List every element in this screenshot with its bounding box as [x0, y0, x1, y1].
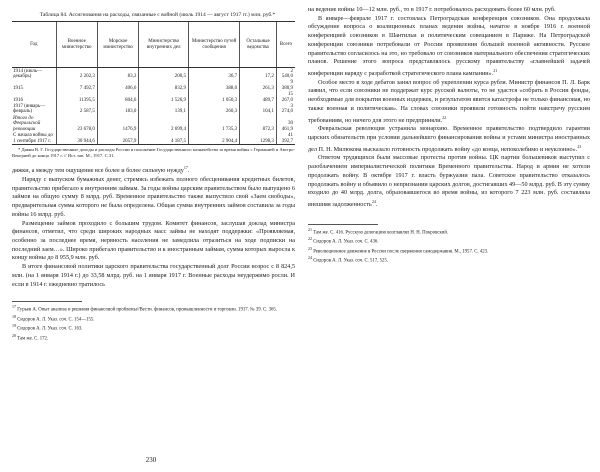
table-cell: 1917 (январь—февраль) — [13, 103, 46, 115]
table-cell: 804,6 — [97, 92, 139, 104]
table-header-cell: Всего — [276, 22, 295, 68]
footnote: $^{19}$ Сидоров А. Л. Указ. соч. С. 163. — [12, 323, 83, 332]
table-cell: 1476,9 — [97, 115, 139, 132]
table-row — [12, 80, 295, 92]
body-paragraph: Наряду с выпуском бумажных денег, стремясь избежать полного обесценивания кредитных билетов, правительство прибегало к внутренним займам. За годы войны царским правительством было выпущено 6 займов на общую сумму 8 млрд. руб. Временное правительство также выпустило свой «Заем свободы», предварительная сумма которого не была определена. Общая сумма внутренних займов составила за годы войны 16 млрд. руб. — [12, 176, 295, 218]
table-cell: 17,2 — [240, 68, 277, 80]
table-cell: 261,3 — [240, 80, 277, 92]
table-header-cell: Остальные ведомства — [240, 22, 277, 68]
footnote-ref: 21 — [493, 67, 498, 73]
table-cell: 2 587,5 — [56, 104, 97, 116]
footnote-divider — [308, 224, 378, 225]
table-cell: 30 461,9 — [276, 115, 295, 132]
table-cell: 200,5 — [139, 68, 189, 80]
table-cell: 1 050,3 — [189, 92, 240, 104]
table-cell: 9 380,9 — [276, 80, 295, 92]
table-cell: 30 944,6 — [56, 133, 97, 145]
table-cell: 83,3 — [97, 68, 139, 80]
table-cell: 2 904,4 — [189, 133, 240, 145]
table-cell: 489,7 — [240, 92, 277, 104]
table-cell: 2057,9 — [97, 133, 139, 145]
table-cell: 1 526,9 — [139, 92, 189, 104]
table-cell: 41 392,7 — [276, 133, 295, 145]
table-header-cell: Морское министерство — [97, 22, 139, 68]
table-caption: Таблица 84. Ассигнования на расходы, связанные с войной (июль 1914 — август 1917 гг.) млн. руб.* — [39, 12, 276, 18]
table-header-cell: Год — [12, 22, 56, 68]
table-row — [12, 133, 295, 145]
footnote: $^{20}$ Там же. С. 172. — [12, 332, 49, 342]
footnotes-left — [12, 299, 295, 342]
footnotes-right — [308, 222, 590, 265]
footnote-ref: 24 — [371, 198, 376, 204]
footnote: $^{18}$ Сидоров А. Л. Указ. соч. С. 154—155. — [12, 313, 95, 323]
left-column — [12, 6, 295, 342]
footnote: $^{21}$ Там же. С. 416. Русскую делегацию возглавлял Н. Н. Покровский. — [308, 226, 449, 236]
table-header-cell: Военное министерство — [56, 22, 97, 68]
table-row — [12, 115, 295, 132]
table-cell: 1298,3 — [240, 133, 277, 145]
footnote: $^{24}$ Сидоров А. Л. Указ. соч. С. 517, 525. — [308, 255, 389, 264]
footnote-ref: 23 — [577, 143, 582, 149]
table-cell: 1914 (июль—декабрь) — [13, 68, 42, 80]
table-cell: 1915 — [13, 85, 23, 91]
body-paragraph: Размещение займов проходило с большим трудом. Комитет финансов, заслушав доклад министра финансов, отметил, что среди широких народных масс займы не находят поддержки: «Проявляемая, особенно за последнее время, нервность населения не замедлила отразиться на ходе подписки на последний заем…». Широко прибегало правительство и к иностранным займам, сумма которых выросла к концу войны до 8 955,9 млн. руб. — [12, 219, 295, 262]
table-cell: 7 492,7 — [56, 80, 97, 92]
table-header-row — [12, 22, 295, 68]
table-cell: Итого до Февральской революции — [13, 115, 41, 132]
table-row — [12, 68, 295, 80]
footnote-ref: 22 — [442, 114, 447, 120]
table-cell: 1 735,3 — [189, 115, 240, 132]
table-source-note: * Дякин В. Г. Государственные доходы и расходы России и положение Государственного казначейства за время войны с Германией и Австро-Венгрией до конца 1917 г. // Ист. зап. М., 1917. С.31. — [12, 147, 295, 158]
table-cell: 183,0 — [97, 104, 139, 116]
body-paragraph: на ведение войны 10—12 млн. руб., то в 1917 г. потребовалось расходовать более 60 млн. руб. — [308, 6, 556, 13]
table-cell: 2 699,4 — [139, 115, 189, 132]
footnote: $^{17}$ Гурьев А. Опыт анализа и решения финансовой проблемы//Вестн. финансов, промышленности и торговли. 1917. № 39. С. 365. — [12, 304, 278, 313]
table-row — [12, 92, 295, 104]
table-cell: 4 187,5 — [139, 133, 189, 145]
body-paragraph: Февральская революция устранила монархию. Временное правительство подтвердило гарантии царских обязательств при условии дальнейшего финансирования войны и устами министра иностранных дел П. Н. Милюкова высказало готовность продолжать войну «до конца, непоколебимо и неуклонно».$^{23}$ — [308, 125, 590, 153]
table-cell: 2 540,0 — [276, 68, 295, 80]
body-paragraph: дяжки, а между тем ощущение все более и более сильную нужду$^{17}$. — [12, 165, 190, 175]
body-paragraph: В январе—феврале 1917 г. состоялась Петроградская конференция союзников. Она продолжала обсуждение вопроса о коалиционных планах ведения войны, начатое в ноябре 1916 г. военной конференцией союзников в Шантильи и политическим совещанием в Париже. На Петроградской конференции союзники потребовали от России проявления большей военной активности. Русское правительство согласилось на это, но требовало от союзников материального обеспечения стратегических планов. Решение этого вопроса представлялось русскому правительству «главнейшей задачей конференции наряду с разработкой стратегического плана кампании».$^{21}$ — [308, 14, 590, 77]
table-cell: 11395,5 — [56, 92, 97, 104]
expenditure-table — [12, 21, 295, 145]
table-cell: 23 678,0 — [56, 115, 97, 132]
table-cell: 139,1 — [139, 104, 189, 116]
table-cell: 260,3 — [189, 104, 240, 116]
table-header-cell: Министерство путей сообщения — [189, 22, 240, 68]
table-cell: 832,9 — [139, 80, 189, 92]
table-header-cell: Министерство внутренних дел — [139, 22, 189, 68]
footnote-ref: 17 — [183, 165, 188, 171]
table-cell: 15 267,0 — [276, 92, 295, 104]
page-number: 230 — [145, 456, 157, 464]
table-cell: 2 202,3 — [56, 68, 97, 80]
body-paragraph: Ответом трудящихся были массовые протесты против войны. ЦК партии большевиков выступил с разоблачением империалистической политики Временного правительства. Народ и армия не хотели продолжать войну. В октябре 1917 г. власть буржуазии пала. Советское правительство отказалось продолжать войну и объявило о непризнании царских долгов, достигавших 49—50 млрд. руб. В эту сумму входило до 40 млрд. долга, образовавшегося во время войны, из которого 7 223 млн. руб. составляла внешняя задолженность$^{24}$. — [308, 154, 590, 209]
table-cell: 3 274,0 — [276, 104, 295, 116]
table-row — [12, 104, 295, 116]
table-cell: 104,1 — [240, 104, 277, 116]
footnote-divider — [12, 301, 82, 302]
body-paragraph: Особое место в ходе дебатов занял вопрос об укреплении курса рубля. Министр финансов П. Л. Барк заявил, что если союзники не поддержат курс русской валюты, то не удастся «собрать в России фонды, необходимые для покрытия военных издержек, и результатом явится катастрофа не только финансовая, но также военная и политическая». На словах союзники проявили готовность пойти навстречу русским требованиям, но ничего для этого не предприняли.$^{22}$ — [308, 78, 590, 124]
body-paragraph: В итоге финансовой политики царского правительства государственный долг России возрос с 8 824,5 млн. (на 1 января 1914 г.) до 33,58 млрд. руб. на 1 января 1917 г. Военные расходы неудержимо росли. И если в 1914 г. ежедневно тратилось — [12, 263, 295, 288]
table-cell: 36,7 — [189, 68, 240, 80]
table-cell: 388,0 — [189, 80, 240, 92]
right-column — [308, 6, 590, 265]
table-cell: 1916 — [13, 97, 23, 103]
table-cell: 406,6 — [97, 80, 139, 92]
footnote: $^{22}$ Сидоров А. Л. Указ. соч. С. 436. — [308, 236, 379, 245]
table-cell: 872,3 — [240, 115, 277, 132]
footnote: $^{23}$ Революционное движение в России после свержения самодержавия. М., 1957. С. 423. — [308, 245, 489, 255]
table-cell: С начала войны до 1 сентября 1917 г. — [12, 133, 56, 145]
